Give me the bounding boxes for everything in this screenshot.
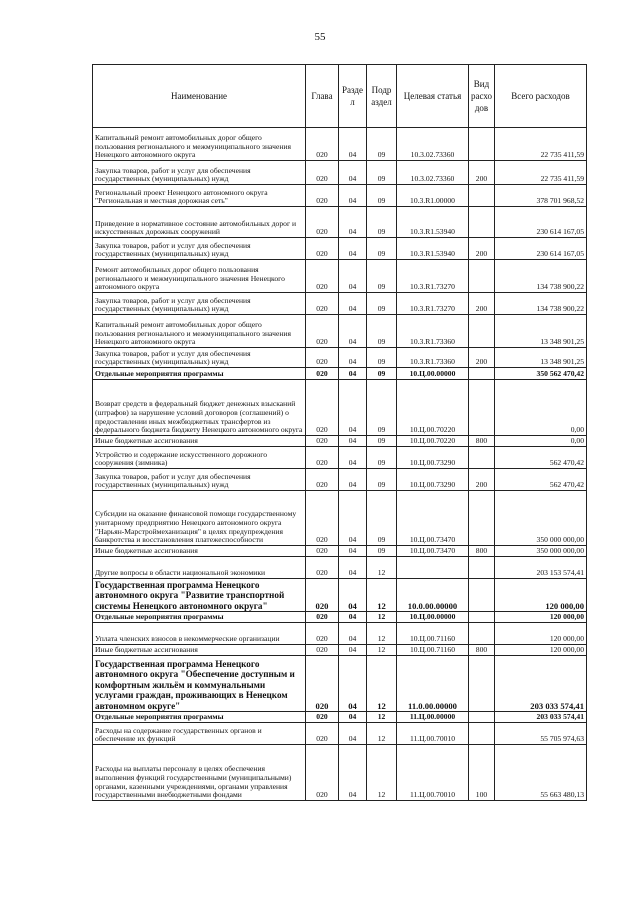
- row-expense-type: 200: [469, 238, 495, 260]
- row-total: 230 614 167,05: [495, 238, 587, 260]
- row-subsection: 09: [367, 491, 397, 546]
- row-name: Закупка товаров, работ и услуг для обеспечения государственных (муниципальных) нужд: [93, 293, 306, 315]
- row-chapter: 020: [306, 645, 339, 656]
- row-target-article: 10.Ц.00.71160: [397, 623, 469, 645]
- row-expense-type: 200: [469, 161, 495, 185]
- row-target-article: 10.3.R1.53940: [397, 238, 469, 260]
- row-total: 22 735 411,59: [495, 128, 587, 161]
- row-target-article: 10.Ц.00.00000: [397, 612, 469, 623]
- row-subsection: 09: [367, 128, 397, 161]
- row-section: 04: [339, 128, 367, 161]
- row-subsection: 09: [367, 207, 397, 238]
- row-name: Закупка товаров, работ и услуг для обеспечения государственных (муниципальных) нужд: [93, 161, 306, 185]
- row-expense-type: [469, 491, 495, 546]
- row-total: 0,00: [495, 380, 587, 436]
- row-target-article: 10.3.R1.73270: [397, 260, 469, 293]
- row-section: 04: [339, 447, 367, 469]
- row-expense-type: 800: [469, 645, 495, 656]
- row-chapter: 020: [306, 238, 339, 260]
- row-expense-type: [469, 723, 495, 745]
- row-subsection: 12: [367, 557, 397, 579]
- row-target-article: 11.Ц.00.70010: [397, 723, 469, 745]
- row-name: Расходы на выплаты персоналу в целях обеспечения выполнения функций государственными (муниципальными) органами, казенными учреждениями, органами управления государственными внебюджетными фондами: [93, 745, 306, 801]
- row-chapter: 020: [306, 469, 339, 491]
- row-section: 04: [339, 368, 367, 380]
- row-total: 0,00: [495, 436, 587, 447]
- row-chapter: 020: [306, 185, 339, 207]
- row-chapter: 020: [306, 436, 339, 447]
- row-expense-type: 800: [469, 436, 495, 447]
- row-target-article: 10.Ц.00.70220: [397, 380, 469, 436]
- row-section: 04: [339, 207, 367, 238]
- row-section: 04: [339, 161, 367, 185]
- row-subsection: 12: [367, 623, 397, 645]
- table-row: [93, 447, 587, 469]
- row-name: Устройство и содержание искусственного дорожного сооружения (зимника): [93, 447, 306, 469]
- row-name: Иные бюджетные ассигнования: [93, 546, 306, 557]
- table-row: [93, 546, 587, 557]
- row-subsection: 09: [367, 238, 397, 260]
- row-target-article: 10.3.R1.73360: [397, 348, 469, 368]
- row-chapter: 020: [306, 579, 339, 612]
- row-total: 203 033 574,41: [495, 712, 587, 723]
- row-name: Капитальный ремонт автомобильных дорог общего пользования регионального и межмуниципального значения Ненецкого автономного округа: [93, 315, 306, 348]
- row-expense-type: 800: [469, 546, 495, 557]
- table-row: [93, 745, 587, 801]
- row-chapter: 020: [306, 348, 339, 368]
- row-chapter: 020: [306, 380, 339, 436]
- row-section: 04: [339, 469, 367, 491]
- row-total: 120 000,00: [495, 579, 587, 612]
- row-target-article: 10.Ц.00.73290: [397, 447, 469, 469]
- row-name: Возврат средств в федеральный бюджет денежных взысканий (штрафов) за нарушение условий договоров (соглашений) о предоставлении иных межбюджетных трансфертов из федерального бюджета бюджету Ненецкого автономного округа: [93, 380, 306, 436]
- row-name: Капитальный ремонт автомобильных дорог общего пользования регионального и межмуниципального значения Ненецкого автономного округа: [93, 128, 306, 161]
- row-subsection: 09: [367, 368, 397, 380]
- row-target-article: 10.Ц.00.73470: [397, 491, 469, 546]
- row-chapter: 020: [306, 656, 339, 712]
- row-target-article: 10.3.R1.73270: [397, 293, 469, 315]
- row-subsection: 12: [367, 612, 397, 623]
- row-target-article: 10.3.R1.00000: [397, 185, 469, 207]
- row-section: 04: [339, 491, 367, 546]
- row-total: 350 562 470,42: [495, 368, 587, 380]
- row-subsection: 12: [367, 745, 397, 801]
- row-chapter: 020: [306, 612, 339, 623]
- row-chapter: 020: [306, 447, 339, 469]
- row-expense-type: [469, 579, 495, 612]
- row-expense-type: [469, 368, 495, 380]
- row-target-article: 10.3.R1.73360: [397, 315, 469, 348]
- row-total: 120 000,00: [495, 612, 587, 623]
- header-total-expenses: Всего расходов: [495, 65, 587, 128]
- row-target-article: 10.Ц.00.73290: [397, 469, 469, 491]
- table-row: [93, 436, 587, 447]
- table-row: [93, 712, 587, 723]
- row-section: 04: [339, 645, 367, 656]
- row-chapter: 020: [306, 315, 339, 348]
- row-expense-type: [469, 623, 495, 645]
- row-total: 13 348 901,25: [495, 315, 587, 348]
- row-subsection: 09: [367, 436, 397, 447]
- header-chapter: Глава: [306, 65, 339, 128]
- row-chapter: 020: [306, 368, 339, 380]
- row-expense-type: [469, 557, 495, 579]
- row-expense-type: 200: [469, 348, 495, 368]
- header-expense-type: Вид расхо дов: [469, 65, 495, 128]
- row-total: 13 348 901,25: [495, 348, 587, 368]
- row-name: Региональный проект Ненецкого автономного округа "Региональная и местная дорожная сеть": [93, 185, 306, 207]
- row-target-article: 10.Ц.00.71160: [397, 645, 469, 656]
- table-row: [93, 656, 587, 712]
- row-subsection: 09: [367, 315, 397, 348]
- row-name: Закупка товаров, работ и услуг для обеспечения государственных (муниципальных) нужд: [93, 469, 306, 491]
- row-subsection: 09: [367, 380, 397, 436]
- row-total: 134 738 900,22: [495, 260, 587, 293]
- row-chapter: 020: [306, 207, 339, 238]
- row-chapter: 020: [306, 293, 339, 315]
- row-name: Ремонт автомобильных дорог общего пользования регионального и межмуниципального значения Ненецкого автономного округа: [93, 260, 306, 293]
- table-row: [93, 623, 587, 645]
- row-expense-type: 200: [469, 293, 495, 315]
- row-name: Отдельные мероприятия программы: [93, 368, 306, 380]
- table-row: [93, 380, 587, 436]
- row-chapter: 020: [306, 712, 339, 723]
- row-subsection: 09: [367, 260, 397, 293]
- header-name: Наименование: [93, 65, 306, 128]
- row-name: Субсидии на оказание финансовой помощи государственному унитарному предприятию Ненецкого автономного округа "Нарьян-Марстроймеханизация" в целях предупреждения банкротства и восстановления платежеспособности: [93, 491, 306, 546]
- table-row: [93, 723, 587, 745]
- row-subsection: 09: [367, 293, 397, 315]
- table-row: [93, 348, 587, 368]
- row-name: Уплата членских взносов в некоммерческие организации: [93, 623, 306, 645]
- table-row: [93, 207, 587, 238]
- row-expense-type: [469, 612, 495, 623]
- row-section: 04: [339, 185, 367, 207]
- table-row: [93, 368, 587, 380]
- row-name: Закупка товаров, работ и услуг для обеспечения государственных (муниципальных) нужд: [93, 348, 306, 368]
- row-expense-type: [469, 656, 495, 712]
- row-name: Отдельные мероприятия программы: [93, 612, 306, 623]
- row-target-article: 10.Ц.00.73470: [397, 546, 469, 557]
- row-total: 120 000,00: [495, 623, 587, 645]
- row-subsection: 09: [367, 185, 397, 207]
- row-chapter: 020: [306, 491, 339, 546]
- table-row: [93, 238, 587, 260]
- row-subsection: 09: [367, 546, 397, 557]
- row-total: 350 000 000,00: [495, 546, 587, 557]
- table-row: [93, 185, 587, 207]
- row-section: 04: [339, 293, 367, 315]
- row-target-article: 10.3.R1.53940: [397, 207, 469, 238]
- header-target-article: Целевая статья: [397, 65, 469, 128]
- header-subsection: Подр аздел: [367, 65, 397, 128]
- row-target-article: 10.Ц.00.00000: [397, 368, 469, 380]
- table-row: [93, 491, 587, 546]
- row-section: 04: [339, 612, 367, 623]
- expenditure-table: [92, 64, 587, 801]
- row-target-article: 11.Ц.00.00000: [397, 712, 469, 723]
- row-subsection: 09: [367, 161, 397, 185]
- row-section: 04: [339, 557, 367, 579]
- row-expense-type: [469, 712, 495, 723]
- row-total: 55 705 974,63: [495, 723, 587, 745]
- row-total: 22 735 411,59: [495, 161, 587, 185]
- row-section: 04: [339, 623, 367, 645]
- table-header-row: [93, 65, 587, 128]
- row-name: Закупка товаров, работ и услуг для обеспечения государственных (муниципальных) нужд: [93, 238, 306, 260]
- row-total: 562 470,42: [495, 469, 587, 491]
- row-section: 04: [339, 315, 367, 348]
- row-expense-type: [469, 185, 495, 207]
- row-total: 378 701 968,52: [495, 185, 587, 207]
- row-chapter: 020: [306, 745, 339, 801]
- table-row: [93, 469, 587, 491]
- row-total: 230 614 167,05: [495, 207, 587, 238]
- row-name: Приведение в нормативное состояние автомобильных дорог и искусственных дорожных сооружений: [93, 207, 306, 238]
- row-subsection: 09: [367, 348, 397, 368]
- row-name: Расходы на содержание государственных органов и обеспечение их функций: [93, 723, 306, 745]
- row-section: 04: [339, 436, 367, 447]
- row-total: 350 000 000,00: [495, 491, 587, 546]
- page-number: 55: [314, 31, 326, 43]
- row-target-article: 10.3.02.73360: [397, 128, 469, 161]
- row-name: Государственная программа Ненецкого автономного округа "Развитие транспортной системы Ненецкого автономного округа": [93, 579, 306, 612]
- row-section: 04: [339, 712, 367, 723]
- row-total: 134 738 900,22: [495, 293, 587, 315]
- table-row: [93, 612, 587, 623]
- row-section: 04: [339, 348, 367, 368]
- row-subsection: 12: [367, 723, 397, 745]
- table-row: [93, 128, 587, 161]
- row-section: 04: [339, 546, 367, 557]
- row-total: 120 000,00: [495, 645, 587, 656]
- row-expense-type: 100: [469, 745, 495, 801]
- row-target-article: 10.3.02.73360: [397, 161, 469, 185]
- row-expense-type: 200: [469, 469, 495, 491]
- row-target-article: [397, 557, 469, 579]
- row-subsection: 12: [367, 645, 397, 656]
- row-total: 203 153 574,41: [495, 557, 587, 579]
- row-expense-type: [469, 380, 495, 436]
- table-row: [93, 260, 587, 293]
- row-name: Другие вопросы в области национальной экономики: [93, 557, 306, 579]
- row-chapter: 020: [306, 128, 339, 161]
- row-name: Иные бюджетные ассигнования: [93, 436, 306, 447]
- row-chapter: 020: [306, 260, 339, 293]
- table-row: [93, 161, 587, 185]
- row-section: 04: [339, 260, 367, 293]
- row-total: 203 033 574,41: [495, 656, 587, 712]
- table-row: [93, 645, 587, 656]
- row-section: 04: [339, 656, 367, 712]
- row-target-article: 11.Ц.00.70010: [397, 745, 469, 801]
- row-expense-type: [469, 128, 495, 161]
- row-chapter: 020: [306, 723, 339, 745]
- row-subsection: 09: [367, 469, 397, 491]
- row-chapter: 020: [306, 161, 339, 185]
- row-name: Государственная программа Ненецкого автономного округа "Обеспечение доступным и комфортным жильём и коммунальными услугами граждан, проживающих в Ненецком автономном округе": [93, 656, 306, 712]
- row-total: 55 663 480,13: [495, 745, 587, 801]
- row-expense-type: [469, 207, 495, 238]
- row-section: 04: [339, 380, 367, 436]
- table-row: [93, 315, 587, 348]
- header-section: Разде л: [339, 65, 367, 128]
- row-name: Отдельные мероприятия программы: [93, 712, 306, 723]
- row-expense-type: [469, 315, 495, 348]
- table-row: [93, 557, 587, 579]
- row-name: Иные бюджетные ассигнования: [93, 645, 306, 656]
- row-chapter: 020: [306, 557, 339, 579]
- row-section: 04: [339, 745, 367, 801]
- row-chapter: 020: [306, 623, 339, 645]
- table-row: [93, 579, 587, 612]
- row-section: 04: [339, 579, 367, 612]
- row-subsection: 12: [367, 712, 397, 723]
- row-total: 562 470,42: [495, 447, 587, 469]
- table-row: [93, 293, 587, 315]
- row-section: 04: [339, 238, 367, 260]
- row-target-article: 10.Ц.00.70220: [397, 436, 469, 447]
- row-subsection: 12: [367, 579, 397, 612]
- row-expense-type: [469, 260, 495, 293]
- row-section: 04: [339, 723, 367, 745]
- row-subsection: 12: [367, 656, 397, 712]
- row-target-article: 11.0.00.00000: [397, 656, 469, 712]
- row-expense-type: [469, 447, 495, 469]
- row-target-article: 10.0.00.00000: [397, 579, 469, 612]
- row-subsection: 09: [367, 447, 397, 469]
- row-chapter: 020: [306, 546, 339, 557]
